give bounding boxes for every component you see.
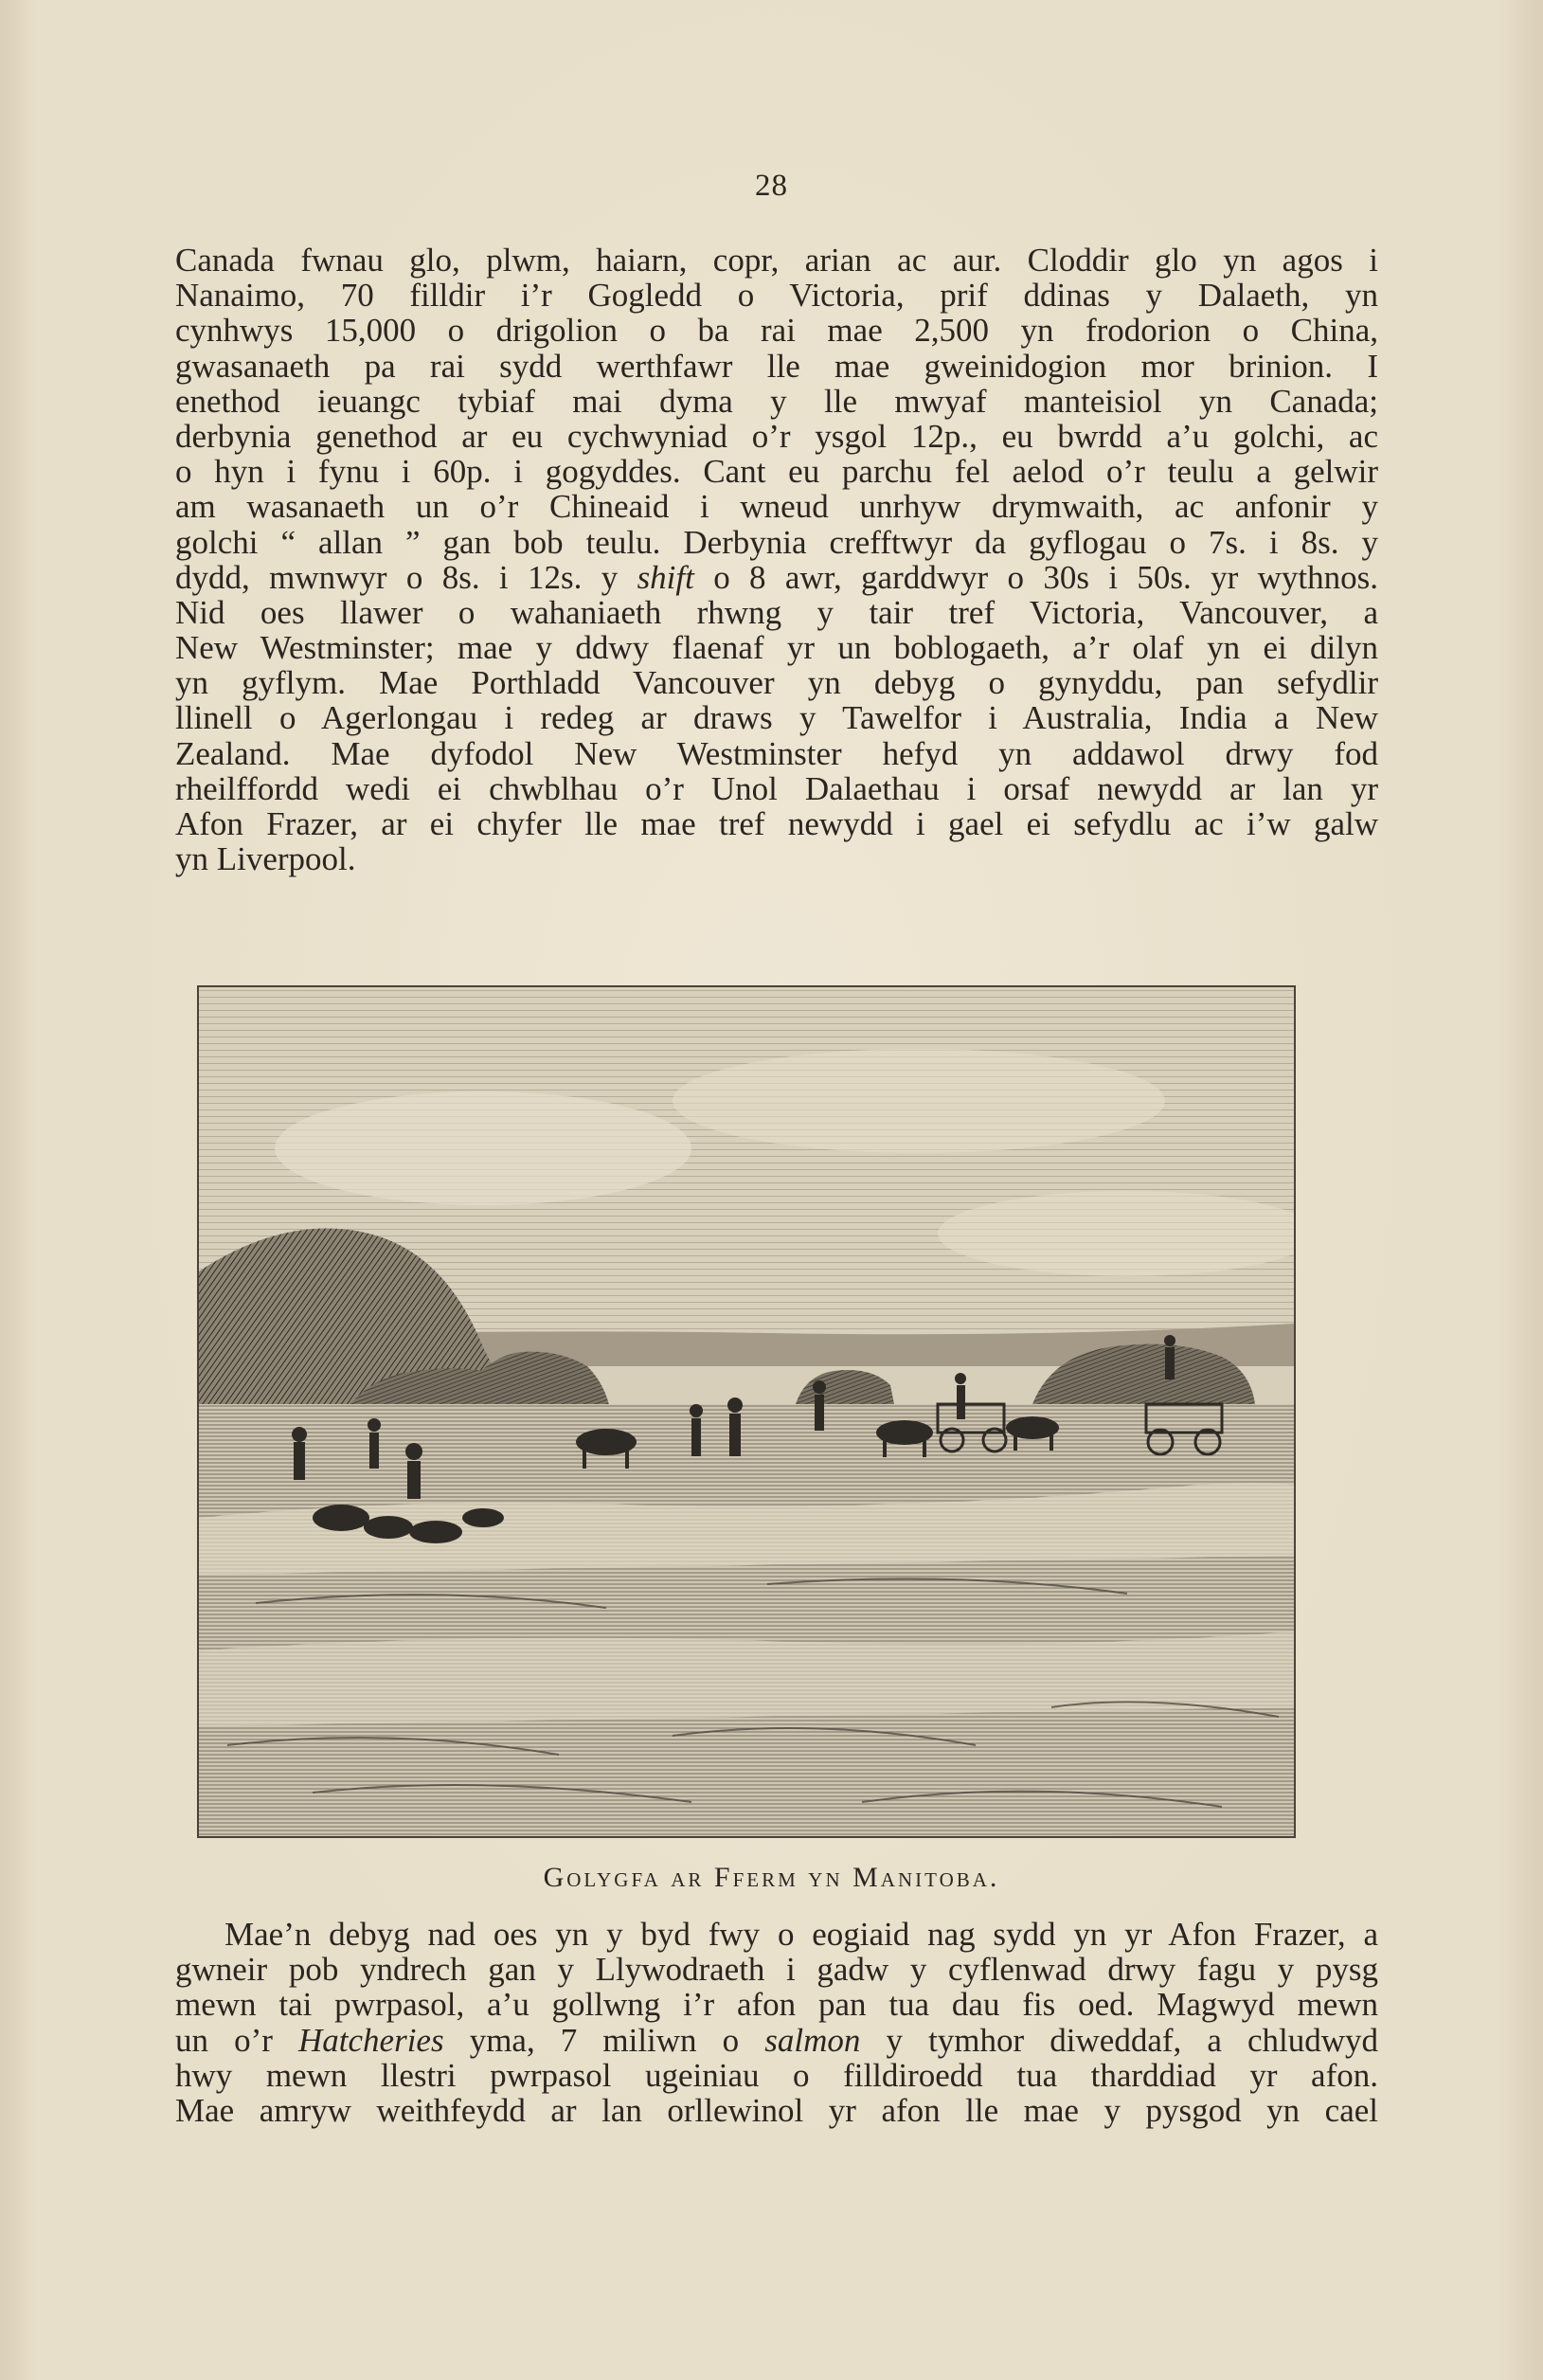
text-line-with-italic (175, 560, 1378, 595)
text-line: am wasanaeth un o’r Chineaid i wneud unrhyw drymwaith, ac anfonir y (175, 488, 1378, 526)
text-line: rheilffordd wedi ei chwblhau o’r Unol Dalaethau i orsaf newydd ar lan yr (175, 769, 1378, 807)
text-line: enethod ieuangc tybiaf mai dyma y lle mwyaf manteisiol yn Canada; (175, 382, 1378, 420)
text-line: mewn tai pwrpasol, a’u gollwng i’r afon pan tua dau fis oed. Magwyd mewn (175, 1986, 1378, 2024)
text-line: Afon Frazer, ar ei chyfer lle mae tref newydd i gael ei sefydlu ac i’w galw (175, 805, 1378, 842)
text-line: yn Liverpool. (175, 840, 356, 878)
text-line: Nanaimo, 70 filldir i’r Gogledd o Victoria, prif ddinas y Dalaeth, yn (175, 277, 1378, 315)
farm-scene-engraving (199, 987, 1294, 1836)
italic-word: Hatcheries (298, 2021, 444, 2059)
italic-word: shift (637, 558, 694, 596)
text-line: derbynia genethod ar eu cychwyniad o’r ysgol 12p., eu bwrdd a’u golchi, ac (175, 417, 1378, 455)
text-line: Mae’n debyg nad oes yn y byd fwy o eogiaid nag sydd yn yr Afon Frazer, a (224, 1916, 1378, 1953)
text-line: llinell o Agerlongau i redeg ar draws y Tawelfor i Australia, India a New (175, 699, 1378, 737)
text-line: gwneir pob yndrech gan y Llywodraeth i gadw y cyflenwad drwy fagu y pysg (175, 1951, 1378, 1989)
engraving-illustration (197, 985, 1296, 1838)
text-segment: y tymhor diweddaf, a chludwyd (860, 2021, 1379, 2059)
text-line: New Westminster; mae y ddwy flaenaf yr un boblogaeth, a’r olaf yn ei dilyn (175, 629, 1378, 667)
text-line: Mae amryw weithfeydd ar lan orllewinol yr afon lle mae y pysgod yn cael (175, 2091, 1378, 2129)
text-segment: un o’r (175, 2021, 299, 2059)
paragraph-1 (175, 243, 1378, 876)
text-line: hwy mewn llestri pwrpasol ugeiniau o filldiroedd tua tharddiad yr afon. (175, 2056, 1378, 2094)
text-line: o hyn i fynu i 60p. i gogyddes. Cant eu parchu fel aelod o’r teulu a gelwir (175, 453, 1378, 491)
field (199, 1404, 1294, 1836)
text-segment: dydd, mwnwyr o 8s. i 12s. y (175, 558, 637, 596)
text-line: yn gyflym. Mae Porthladd Vancouver yn debyg o gynyddu, pan sefydlir (175, 664, 1378, 702)
figure-caption: Golygfa ar Fferm yn Manitoba. (543, 1862, 1000, 1893)
text-line: Zealand. Mae dyfodol New Westminster hefyd yn addawol drwy fod (175, 734, 1378, 772)
text-line: cynhwys 15,000 o drigolion o ba rai mae 2,500 yn frodorion o China, (175, 312, 1378, 350)
text-line: Nid oes llawer o wahaniaeth rhwng y tair tref Victoria, Vancouver, a (175, 593, 1378, 631)
text-segment: yma, 7 miliwn o (443, 2021, 765, 2059)
text-segment: o 8 awr, garddwyr o 30s i 50s. yr wythnos. (693, 558, 1378, 596)
text-line: golchi “ allan ” gan bob teulu. Derbynia crefftwyr da gyflogau o 7s. i 8s. y (175, 523, 1378, 561)
text-line: gwasanaeth pa rai sydd werthfawr lle mae gweinidogion mor brinion. I (175, 347, 1378, 385)
haystack (796, 1370, 895, 1409)
text-line: Canada fwnau glo, plwm, haiarn, copr, arian ac aur. Cloddir glo yn agos i (175, 242, 1378, 279)
paragraph-2 (175, 1917, 1378, 2128)
page-number: 28 (755, 169, 788, 203)
italic-word: salmon (764, 2021, 861, 2059)
text-line-with-italic (175, 2023, 1378, 2058)
